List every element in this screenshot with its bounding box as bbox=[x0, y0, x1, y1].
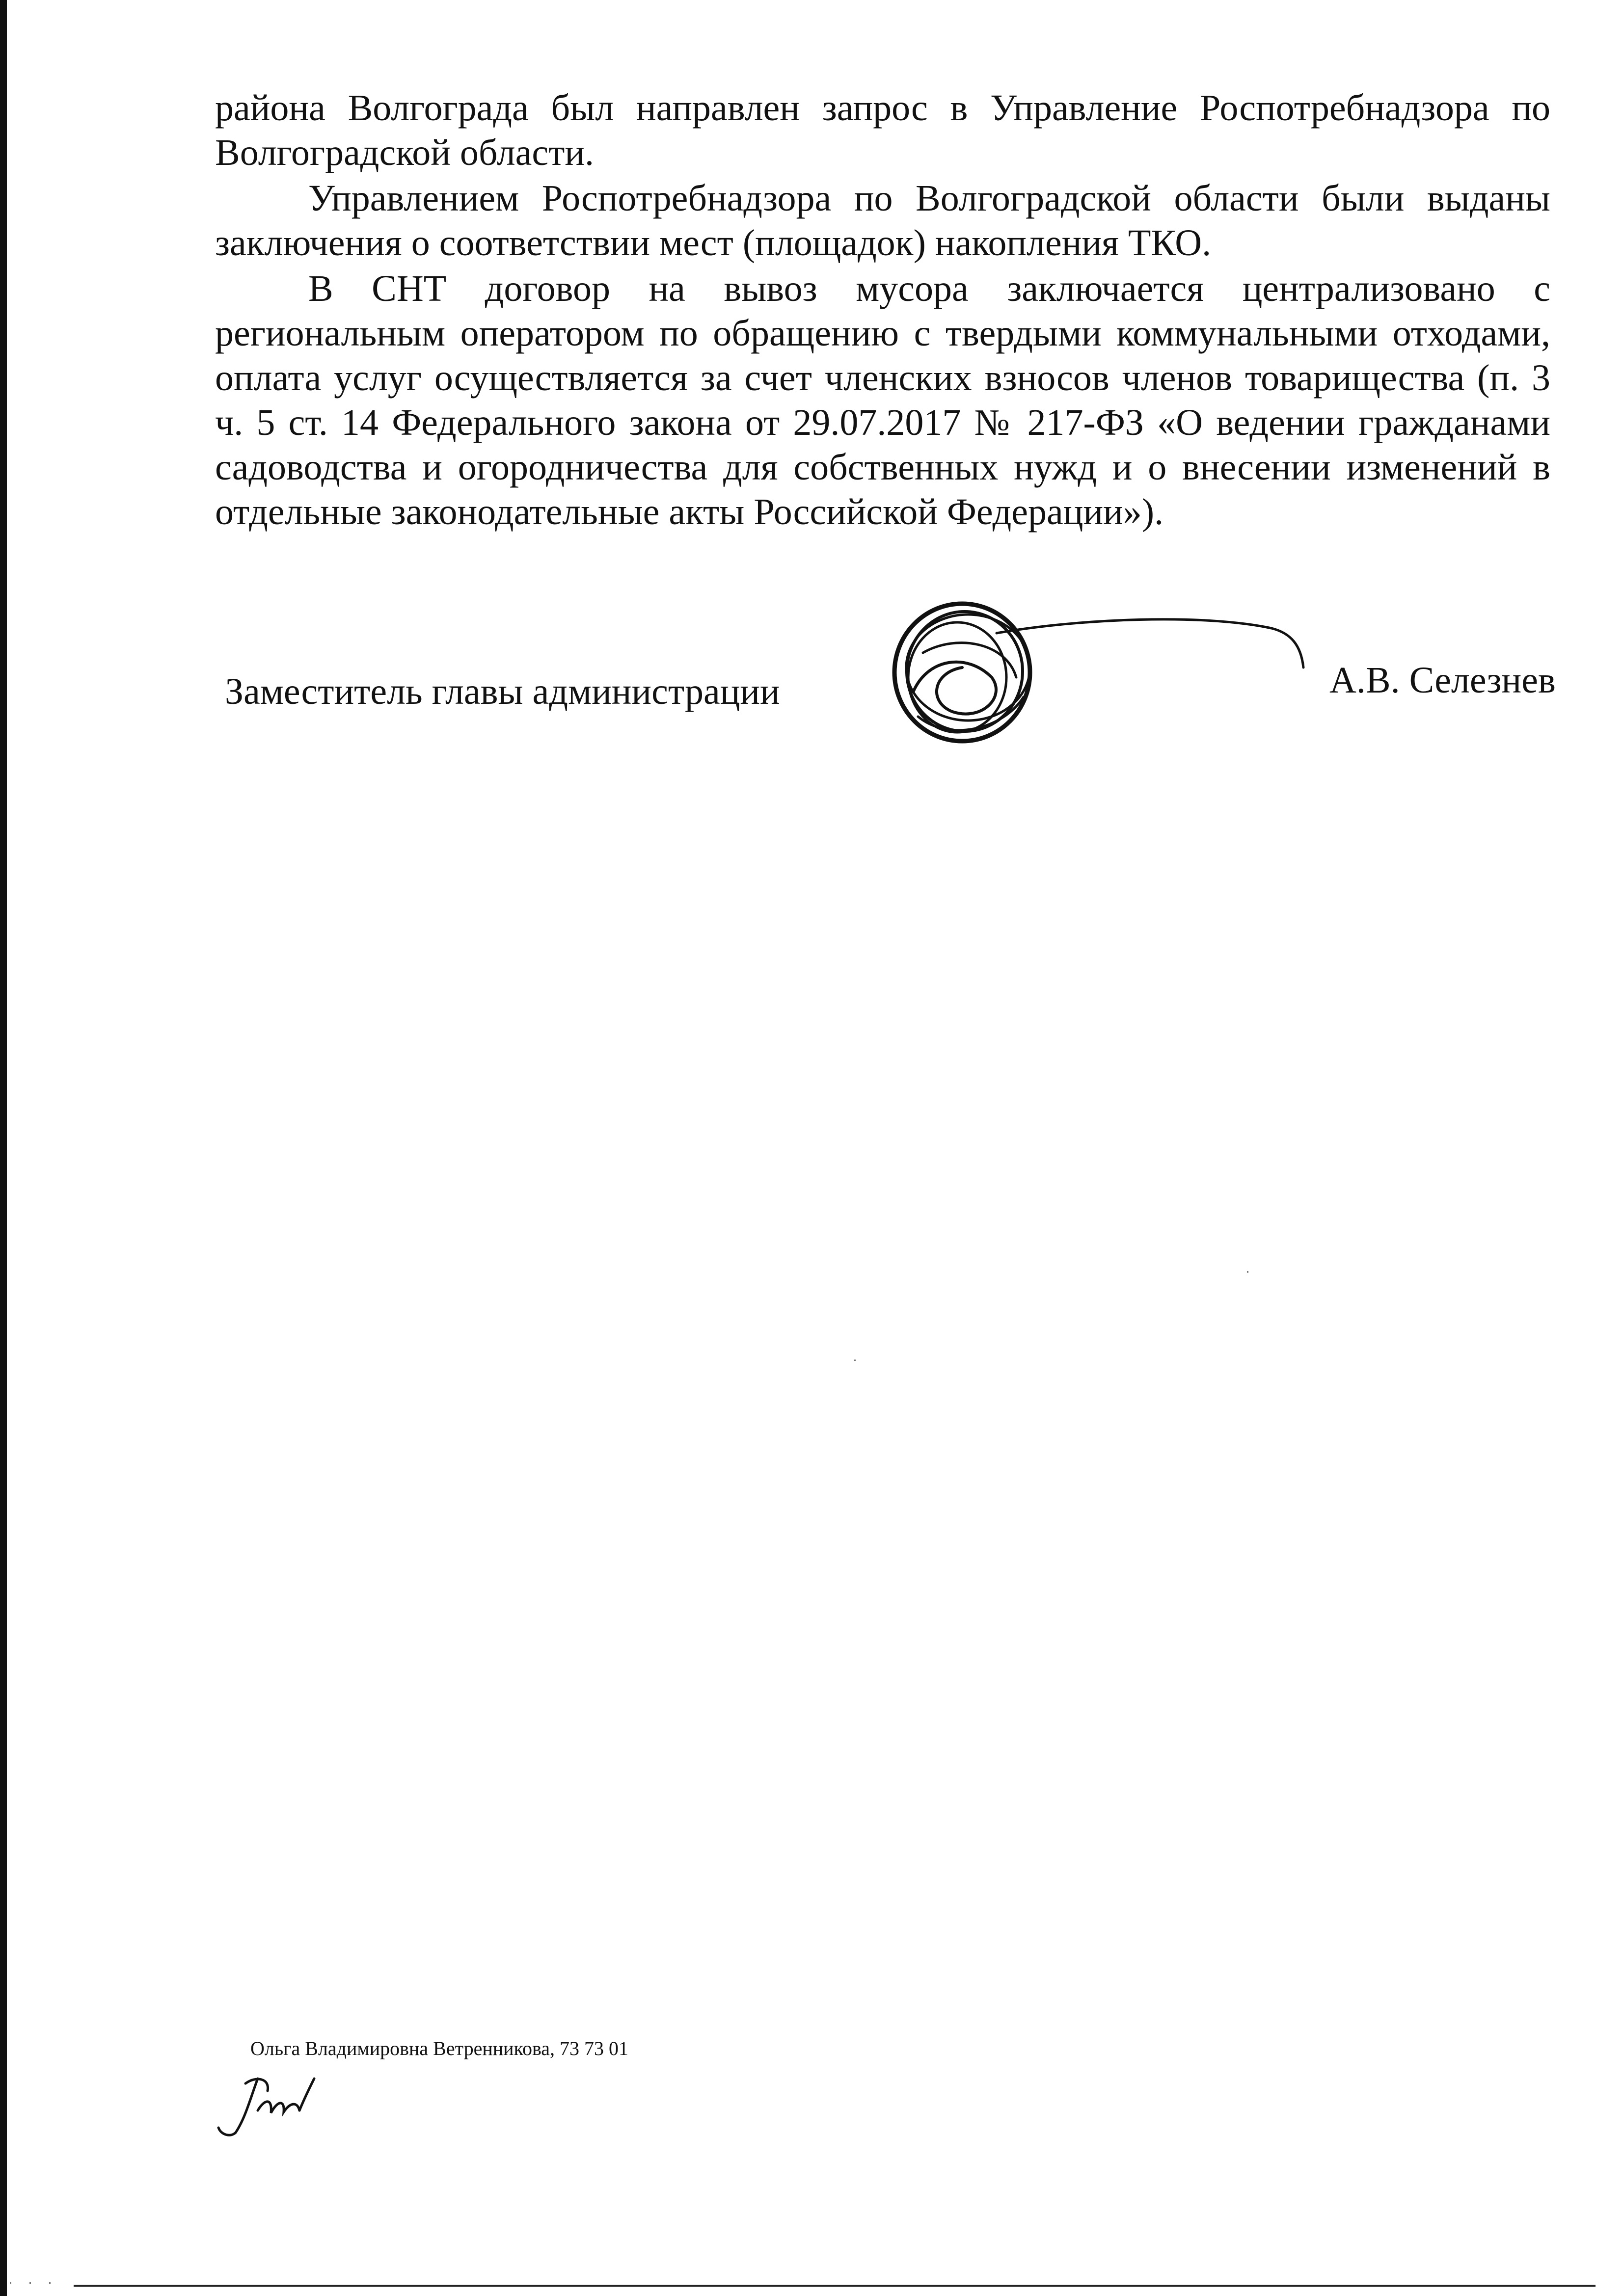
paragraph-snt-contract: В СНТ договор на вывоз мусора заключается централизовано с региональным оператором по обращению с твердыми коммунальными отходами, оплата услуг осуществляется за счет членских взносов членов товарищества (п. 3 ч. 5 ст. 14 Федерального закона от 29.07.2017 № 217-ФЗ «О ведении гражданами садоводства и огородничества для собственных нужд и о внесении изменений в отдельные законодательные акты Российской Федерации»). bbox=[215, 268, 1550, 533]
signatory-title: Заместитель главы администрации bbox=[225, 671, 780, 712]
scan-speck bbox=[854, 1360, 856, 1361]
signatory-name: А.В. Селезнев bbox=[1329, 660, 1556, 701]
paragraph-continuation: района Волгограда был направлен запрос в Управление Роспотребнадзора по Волгоградской области. bbox=[215, 87, 1550, 173]
executor-contact: Ольга Владимировна Ветренникова, 73 73 01 bbox=[250, 2037, 629, 2059]
scan-speck bbox=[10, 2282, 11, 2284]
executor-initials-mark bbox=[211, 2064, 324, 2142]
paragraph-conclusions: Управлением Роспотребнадзора по Волгоградской области были выданы заключения о соответствии мест (площадок) накопления ТКО. bbox=[215, 178, 1550, 264]
scan-bottom-line bbox=[74, 2285, 1596, 2287]
scan-edge bbox=[0, 0, 7, 2296]
scan-speck bbox=[49, 2282, 51, 2284]
scan-speck bbox=[1247, 1271, 1248, 1273]
scan-speck bbox=[29, 2282, 31, 2284]
letter-body bbox=[215, 86, 1550, 534]
